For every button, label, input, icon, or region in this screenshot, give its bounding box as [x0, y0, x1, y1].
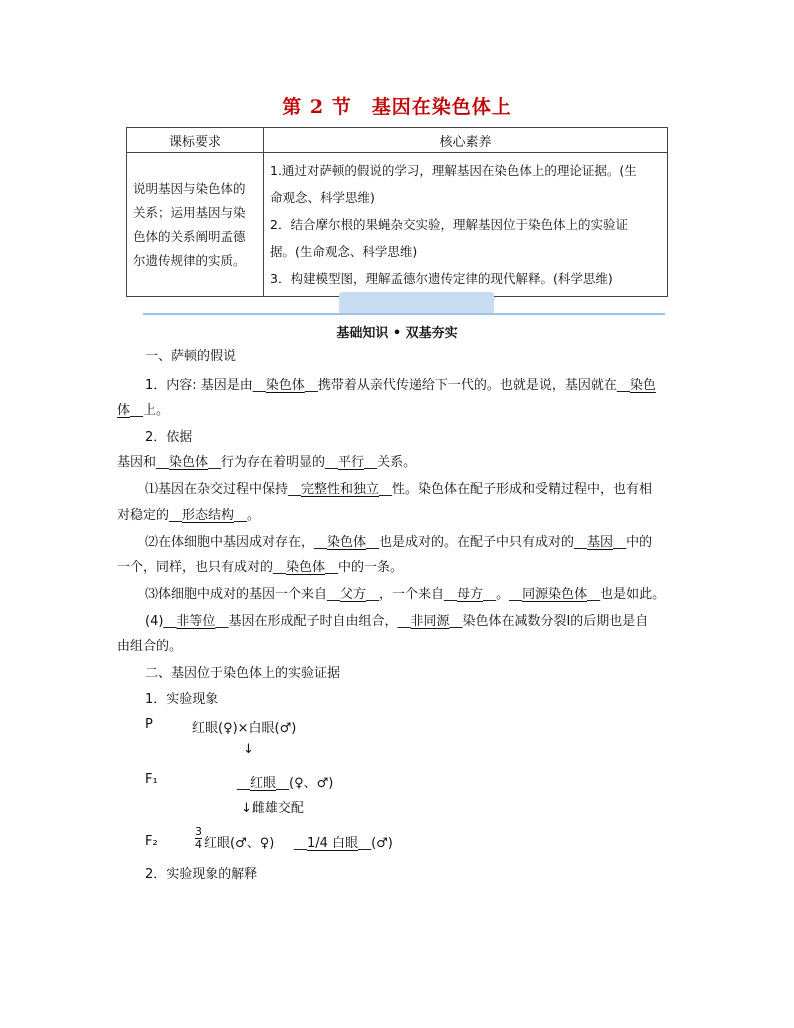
- literacy-line: 3．构建模型图，理解孟德尔遗传定律的现代解释。(科学思维): [270, 271, 613, 286]
- blank-answer: 染色体: [169, 455, 209, 470]
- section-title: 基础知识 • 双基夯实: [336, 326, 458, 341]
- literacy-line: 1.通过对萨顿的假说的学习，理解基因在染色体上的理论证据。(生: [270, 163, 637, 178]
- basis-point-2-cont: 一个，同样，也只有成对的__染色体__中的一条。: [117, 560, 404, 575]
- section-tab-decoration: [339, 292, 494, 314]
- table-header-requirements: 课标要求: [127, 128, 264, 153]
- requirement-line: 说明基因与染色体的: [133, 180, 246, 196]
- basis-point-4-cont: 由组合的。: [117, 639, 183, 654]
- blank-answer: 母方: [457, 587, 484, 602]
- basis-point-1-cont: 对稳定的__形态结构__。: [117, 508, 261, 523]
- content-line-2: 体__上。: [117, 403, 170, 418]
- mating-arrow: ↓雌雄交配: [241, 801, 304, 816]
- f2-red-eye: 红眼(♂、♀): [204, 836, 275, 851]
- blank-answer: 染色: [629, 378, 656, 393]
- generation-f1-label: F₁: [145, 772, 158, 787]
- basis-line: 基因和__染色体__行为存在着明显的__平行__关系。: [117, 455, 417, 470]
- blank-answer: 平行: [338, 455, 365, 470]
- requirement-line: 关系；运用基因与染: [133, 204, 246, 220]
- blank-answer: 父方: [340, 587, 367, 602]
- blank-answer: 同源染色体: [522, 587, 588, 602]
- basis-point-4: (4)__非等位__基因在形成配子时自由组合，__非同源__染色体在减数分裂Ⅰ的后期也是自: [145, 614, 649, 629]
- content-line-1: 1．内容: 基因是由__染色体__携带着从亲代传递给下一代的。也就是说，基因就在__染色: [145, 378, 656, 393]
- heading-experimental-evidence: 二、基因位于染色体上的实验证据: [145, 666, 341, 681]
- blank-answer: 体: [117, 403, 131, 418]
- blank-answer: 1/4 白眼: [307, 836, 359, 851]
- literacy-cell: [264, 153, 668, 297]
- f1-result: __红眼__(♀、♂): [237, 776, 334, 791]
- requirement-line: 尔遗传规律的实质。: [133, 252, 246, 268]
- down-arrow-icon: ↓: [243, 742, 254, 757]
- basis-point-1: ⑴基因在杂交过程中保持__完整性和独立__性。染色体在配子形成和受精过程中，也有相: [145, 482, 653, 497]
- blank-answer: 红眼: [250, 776, 277, 791]
- literacy-line: 据。(生命观念、科学思维): [270, 244, 418, 259]
- requirements-cell: [127, 153, 264, 297]
- blank-answer: 基因: [587, 535, 614, 550]
- heading-sutton-hypothesis: 一、萨顿的假说: [145, 349, 237, 364]
- blank-answer: 非等位: [176, 614, 216, 629]
- blank-answer: 染色体: [265, 378, 305, 393]
- blank-answer: 染色体: [286, 560, 326, 575]
- blank-answer: 完整性和独立: [301, 482, 380, 497]
- blank-answer: 染色体: [327, 535, 367, 550]
- blank-answer: 形态结构: [182, 508, 235, 523]
- table-header-literacy: 核心素养: [264, 128, 668, 153]
- item-phenomenon: 1．实验现象: [145, 692, 219, 707]
- literacy-line: 命观念、科学思维): [270, 190, 375, 205]
- literacy-line: 2．结合摩尔根的果蝇杂交实验，理解基因位于染色体上的实验证: [270, 217, 628, 232]
- blank-answer: 非同源: [410, 614, 450, 629]
- parental-cross: 红眼(♀)×白眼(♂): [192, 721, 297, 736]
- generation-f2-label: F₂: [145, 834, 158, 849]
- f2-white-eye: __1/4 白眼__(♂): [294, 836, 393, 851]
- generation-p-label: P: [145, 717, 153, 732]
- basis-point-2: ⑵在体细胞中基因成对存在，__染色体__也是成对的。在配子中只有成对的__基因__中的: [145, 535, 653, 550]
- basis-point-3: ⑶体细胞中成对的基因一个来自__父方__，一个来自__母方__。__同源染色体__也是如此。: [145, 587, 666, 602]
- curriculum-table: [126, 127, 668, 297]
- page-title: 第 2 节 基因在染色体上: [282, 96, 512, 118]
- item-explanation: 2．实验现象的解释: [145, 867, 258, 882]
- requirement-line: 色体的关系阐明孟德: [133, 228, 246, 244]
- fraction-three-quarters: 3 4: [195, 825, 202, 851]
- section-divider: [143, 313, 665, 315]
- item-basis: 2．依据: [145, 430, 193, 445]
